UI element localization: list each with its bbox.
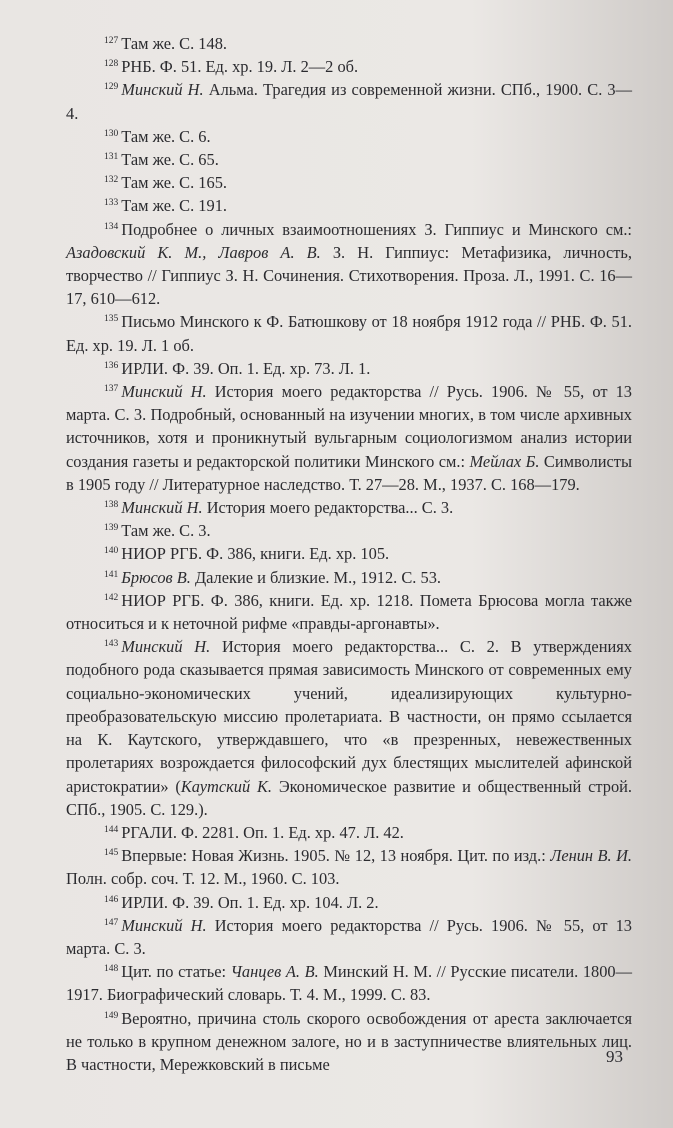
endnote-number: 141 [104, 569, 119, 580]
endnote-author: Ленин В. И. [550, 846, 633, 866]
endnote-text: Там же. С. 3. [121, 521, 211, 541]
endnote-text: Там же. С. 148. [121, 34, 227, 53]
endnote-author: Минский Н. [121, 498, 203, 518]
endnote-number: 134 [104, 221, 119, 232]
endnote-128 [66, 55, 632, 78]
endnote-number: 127 [104, 36, 119, 46]
endnote-text: История моего редакторства // Русь. 1906. № 55, от 13 марта. С. 3. [66, 915, 632, 958]
endnote-number: 131 [104, 152, 119, 163]
endnote-141 [66, 566, 632, 589]
endnote-text: Альма. Трагедия из современной жизни. СПб., 1900. С. 3—4. [66, 80, 632, 123]
endnote-148 [66, 960, 632, 1006]
endnote-text: Минский Н. М. // Русские писатели. 1800—1917. Биографический словарь. Т. 4. М., 1999. С. 83. [66, 962, 632, 1005]
endnote-text: Далекие и близкие. М., 1912. С. 53. [190, 567, 441, 587]
endnote-author: Минский Н. [121, 382, 207, 402]
endnote-127 [66, 32, 632, 55]
endnote-number: 140 [104, 546, 119, 557]
endnote-number: 130 [104, 128, 119, 139]
endnote-142 [66, 589, 632, 635]
endnote-number: 142 [104, 592, 119, 603]
endnote-text: История моего редакторства // Русь. 1906. № 55, от 13 марта. С. 3. Подробный, основанный на изучении многих, в том числе архивных источников, хотя и проникнутый вульгарным социологизмом анализ истории создания газеты и редакторской политики Минского см.: [66, 382, 632, 471]
endnote-number: 128 [104, 59, 119, 70]
endnote-text: Впервые: Новая Жизнь. 1905. № 12, 13 ноября. Цит. по изд.: [121, 846, 551, 866]
endnote-text: Символисты в 1905 году // Литературное наследство. Т. 27—28. М., 1937. С. 168—179. [66, 451, 632, 494]
endnote-number: 136 [104, 360, 119, 371]
endnote-number: 146 [104, 894, 119, 905]
endnote-139 [66, 519, 632, 542]
endnote-author: Чанцев А. В. [230, 962, 319, 982]
endnote-text: История моего редакторства... С. 2. В утверждениях подобного рода сказывается прямая зависимость Минского от современных ему социально-экономических учений, идеализирующих культурно-преобразовательскую миссию пролетариата. В частности, он прямо ссылается на К. Каутского, утверждавшего, что «в презренных, невежественных пролетариях возрождается философский дух блестящих мыслителей афинской аристократии» ( [66, 637, 632, 796]
endnote-number: 147 [104, 917, 119, 928]
endnote-143 [66, 635, 632, 821]
endnote-number: 138 [104, 500, 119, 511]
endnote-text: РНБ. Ф. 51. Ед. хр. 19. Л. 2—2 об. [121, 57, 359, 77]
endnote-author: Брюсов В. [121, 567, 191, 587]
endnote-text: Вероятно, причина столь скорого освобождения от ареста заключается не только в крупном денежном залоге, но и в заступничестве влиятельных лиц. В частности, Мережковский в письме [66, 1008, 632, 1074]
endnote-text: ИРЛИ. Ф. 39. Оп. 1. Ед. хр. 104. Л. 2. [121, 892, 379, 912]
endnote-144 [66, 821, 632, 844]
endnote-number: 135 [104, 314, 119, 325]
endnote-text: ИРЛИ. Ф. 39. Оп. 1. Ед. хр. 73. Л. 1. [121, 358, 371, 378]
endnote-author: Минский Н. [121, 637, 211, 657]
endnote-145 [66, 844, 632, 890]
endnote-number: 132 [104, 175, 119, 186]
endnote-137 [66, 380, 632, 496]
endnote-149 [66, 1007, 632, 1077]
endnote-130 [66, 125, 632, 148]
endnote-text: З. Н. Гиппиус: Метафизика, личность, творчество // Гиппиус З. Н. Сочинения. Стихотворения. Проза. Л., 1991. С. 16—17, 610—612. [66, 242, 632, 309]
endnote-text: Там же. С. 65. [121, 150, 219, 170]
endnote-text: Цит. по статье: [121, 962, 231, 982]
endnote-text: Там же. С. 191. [121, 196, 227, 216]
endnote-131 [66, 148, 632, 171]
endnote-author: Минский Н. [121, 915, 207, 935]
endnote-author: Мейлах Б. [469, 451, 540, 471]
endnote-text: Письмо Минского к Ф. Батюшкову от 18 ноября 1912 года // РНБ. Ф. 51. Ед. хр. 19. Л. 1 об. [66, 312, 632, 355]
page-number: 93 [606, 1047, 623, 1066]
endnote-number: 139 [104, 523, 119, 534]
endnote-text: НИОР РГБ. Ф. 386, книги. Ед. хр. 105. [121, 544, 390, 564]
endnote-135 [66, 310, 632, 356]
endnote-text: НИОР РГБ. Ф. 386, книги. Ед. хр. 1218. Помета Брюсова могла также относиться и к неточной рифме «правды-аргонавты». [66, 590, 632, 634]
endnote-147 [66, 914, 632, 960]
endnote-133 [66, 194, 632, 217]
endnote-number: 129 [104, 82, 119, 93]
endnote-author: Каутский К. [180, 776, 273, 796]
endnote-134 [66, 218, 632, 311]
endnote-132 [66, 171, 632, 194]
endnote-author: Минский Н. [121, 80, 204, 100]
endnote-146 [66, 891, 632, 914]
endnote-text: Подробнее о личных взаимоотношениях З. Гиппиус и Минского см.: [121, 219, 632, 239]
endnote-number: 137 [104, 384, 119, 395]
endnotes-list [66, 32, 632, 1076]
endnote-136 [66, 357, 632, 380]
endnote-text: История моего редакторства... С. 3. [202, 498, 454, 518]
endnote-text: Там же. С. 6. [121, 126, 211, 146]
endnote-author: Азадовский К. М., Лавров А. В. [66, 242, 321, 262]
endnote-text: Полн. собр. соч. Т. 12. М., 1960. С. 103. [66, 869, 340, 889]
endnote-number: 148 [104, 964, 119, 975]
endnote-138 [66, 496, 632, 519]
endnote-text: РГАЛИ. Ф. 2281. Оп. 1. Ед. хр. 47. Л. 42. [121, 822, 404, 842]
endnote-number: 143 [104, 639, 119, 650]
endnote-text: Там же. С. 165. [121, 173, 227, 193]
endnote-129 [66, 78, 632, 124]
endnote-number: 144 [104, 824, 119, 835]
endnote-text: Экономическое развитие и общественный строй. СПб., 1905. С. 129.). [66, 776, 633, 819]
endnote-number: 149 [104, 1010, 119, 1021]
endnote-number: 133 [104, 198, 119, 209]
endnote-number: 145 [104, 848, 119, 859]
endnote-140 [66, 542, 632, 565]
